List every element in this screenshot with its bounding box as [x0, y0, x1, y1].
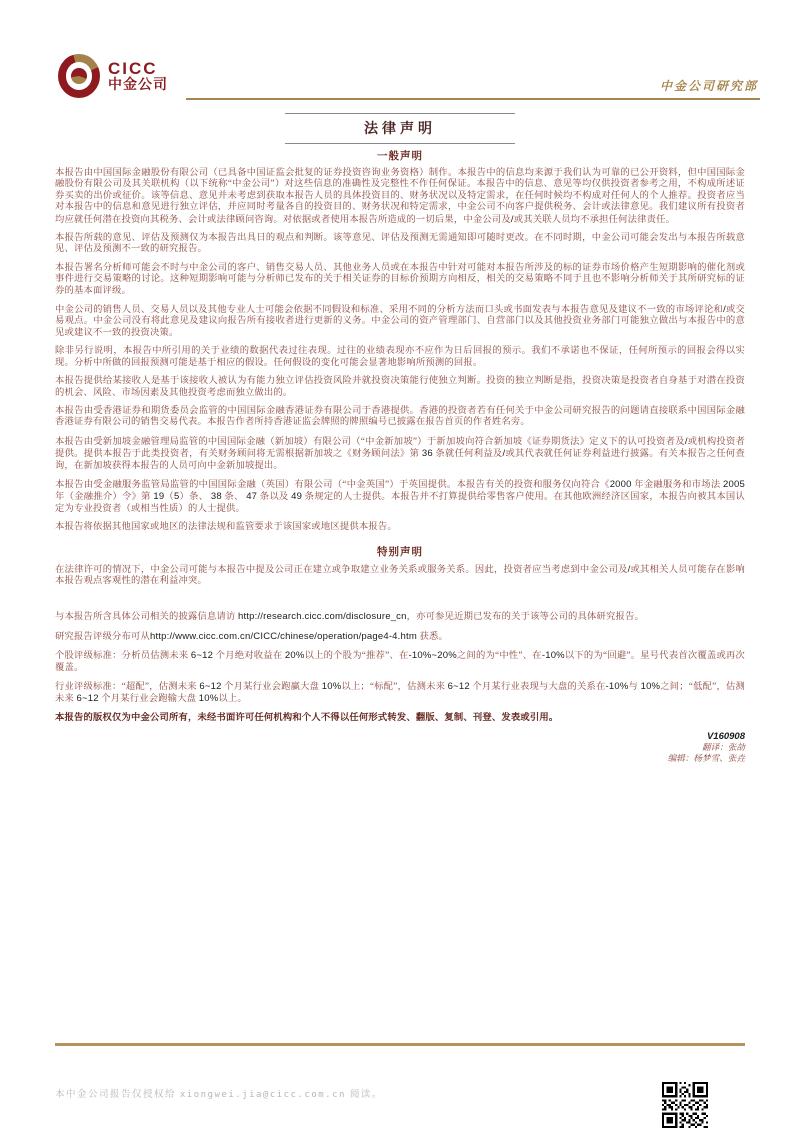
latin-text: /	[723, 304, 726, 316]
url-text[interactable]: http://research.cicc.com/disclosure_cn	[237, 611, 407, 623]
latin-text: 6~12	[199, 681, 222, 692]
paragraph: 行业评级标准：“超配”，估测未来 6~12 个月某行业会跑赢大盘 10%以上；“标配”，估测未来 6~12 个月某行业表现与大盘的关系在-10%与 10%之间；“低配”，估测未来 6~12 个月某行业会跑输大盘 10%以上。	[55, 681, 745, 705]
latin-text: 49	[291, 491, 303, 503]
special-statement-heading: 特别声明	[377, 546, 423, 558]
latin-text: -10%~20%	[408, 650, 457, 662]
notice-prefix: 本中金公司报告仅授权给	[55, 1090, 180, 1100]
paragraph: 除非另行说明，本报告中所引用的关于业绩的数据代表过往表现。过往的业绩表现亦不应作为日后回报的预示。我们不承诺也不保证，任何所预示的回报会得以实现。分析中所做的回报预测可能是基于相应的假设。任何假设的变化可能会显著地影响所预测的回报。	[55, 346, 745, 368]
latin-text: 6~12	[447, 681, 470, 692]
department-label: 中金公司研究部	[659, 79, 758, 93]
latin-text: /	[627, 563, 631, 575]
header-divider	[186, 98, 760, 100]
latin-text: /	[684, 435, 688, 447]
general-statement-heading: 一般声明	[377, 151, 423, 162]
paragraph: 本报告由受金融服务监管局监管的中国国际金融（英国）有限公司（“中金英国”）于英国提供。本报告有关的投资和服务仅向符合《2000 年金融服务和市场法 2005 年（金融推介）令》第 19（5）条、 38 条、 47 条以及 49 条规定的人士提供。本报告并不打算提供给零售客户使用。在其他欧洲经济区国家，本报告向被其本国认定为专业投资者（或相当性质）的人士提供。	[55, 478, 745, 514]
latin-text: 36	[421, 448, 433, 460]
editor-credit: 编辑：杨梦雪、张垚	[667, 753, 745, 764]
cicc-logo-icon	[58, 54, 100, 98]
latin-text: 2000	[609, 478, 632, 490]
paragraph: 本报告将依据其他国家或地区的法律法规和监管要求于该国家或地区提供本报告。	[55, 522, 397, 533]
paragraph: 与本报告所含具体公司相关的披露信息请访 http://research.cicc.com/disclosure_cn，亦可参见近期已发布的关于该等公司的具体研究报告。	[55, 611, 645, 623]
version-code	[55, 731, 745, 742]
latin-text: 2005	[723, 478, 745, 490]
latin-text: -10%	[541, 650, 565, 662]
report-meta	[55, 731, 745, 764]
latin-text: /	[510, 213, 514, 225]
paragraph: 中金公司的销售人员、交易人员以及其他专业人士可能会依据不同假设和标准、采用不同的分析方法而口头或书面发表与本报告意见及建议不一致的市场评论和/或交易观点。中金公司没有将此意见及建议向报告所有接收者进行更新的义务。中金公司的资产管理部门、自营部门以及其他投资业务部门可能独立做出与本报告中的意见或建议不一致的投资决策。	[55, 304, 745, 338]
latin-text: 6~12	[190, 650, 214, 662]
paragraph: 本报告由受香港证券和期货委员会监管的中国国际金融香港证券有限公司于香港提供。香港的投资者若有任何关于中金公司研究报告的问题请直接联系中国国际金融香港证券有限公司的销售交易代表。本报告作者所持香港证监会牌照的牌照编号已披露在报告首页的作者姓名旁。	[55, 405, 745, 428]
paragraph: 本报告所载的意见、评估及预测仅为本报告出具日的观点和判断。该等意见、评估及预测无需通知即可随时更改。在不同时期，中金公司可能会发出与本报告所载意见、评估及预测不一致的研究报告。	[55, 233, 745, 255]
page-title: 法律声明	[364, 122, 436, 137]
paragraph: 本报告由受新加坡金融管理局监管的中国国际金融（新加坡）有限公司（“中金新加坡”）于新加坡向符合新加坡《证券期货法》定义下的认可投资者及/或机构投资者提供。提供本报告于此类投资者，有关财务顾问将无需根据新加坡之《财务顾问法》第 36 条就任何利益及/或其代表就任何证券利益进行披露。有关本报告之任何查询，在新加坡获得本报告的人员可向中金新加坡提出。	[55, 435, 746, 471]
special-statement-section	[55, 564, 745, 725]
paragraph: 本报告的版权仅为中金公司所有，未经书面许可任何机构和个人不得以任何形式转发、翻版、复制、刊登、发表或引用。	[55, 712, 559, 723]
paragraph: 研究报告评级分布可从http://www.cicc.com.cn/CICC/chinese/operation/page4-4.htm 获悉。	[55, 630, 448, 642]
cicc-logo	[58, 54, 760, 98]
latin-text: 5	[173, 491, 180, 503]
title-block	[285, 113, 515, 144]
latin-text: /	[502, 448, 506, 460]
latin-text: 20%	[284, 650, 305, 662]
latin-text: 10%	[321, 681, 342, 692]
latin-text: -10%	[605, 681, 629, 692]
latin-text: V160908	[706, 731, 745, 743]
logo-chinese: 中金公司	[108, 77, 168, 93]
latin-text: 38	[210, 491, 222, 503]
paragraph: 本报告由中国国际金融股份有限公司（已具备中国证监会批复的证券投资咨询业务资格）制作。本报告中的信息均来源于我们认为可靠的已公开资料，但中国国际金融股份有限公司及其关联机构（以下统称“中金公司”）对这些信息的准确性及完整性不作任何保证。本报告中的信息、意见等均仅供投资者参考之用，不构成所述证券买卖的出价或征价。该等信息、意见并未考虑到获取本报告人员的具体投资目的、财务状况以及特定需求，在任何时候均不构成对任何人的个人推荐。投资者应当对本报告中的信息和意见进行独立评估，并应同时考量各自的投资目的、财务状况和特定需求，中金公司不向客户提供税务、会计或法律意见。我们建议所有投资者均应就任何潜在投资向其税务、会计或法律顾问咨询。对依据或者使用本报告所造成的一切后果，中金公司及/或其关联人员均不承担任何法律责任。	[55, 168, 745, 225]
translator-credit: 翻译：张劼	[702, 742, 745, 753]
latin-text: 19	[153, 491, 165, 503]
authorization-notice	[55, 1086, 383, 1100]
paragraph: 在法律许可的情况下，中金公司可能与本报告中提及公司正在建立或争取建立业务关系或服务关系。因此，投资者应当考虑到中金公司及/或其相关人员可能存在影响本报告观点客观性的潜在利益冲突。	[55, 563, 745, 586]
url-text[interactable]: http://www.cicc.com.cn/CICC/chinese/operation/page4-4.htm	[149, 630, 417, 642]
page-header	[58, 54, 760, 102]
document-body	[55, 148, 745, 764]
latin-text: 10%	[640, 681, 661, 692]
authorized-email: xiongwei.jia@cicc.com.cn	[179, 1090, 346, 1100]
latin-text: 10%	[198, 693, 219, 705]
latin-text: 6~12	[76, 693, 99, 705]
paragraph: 个股评级标准：分析员估测未来 6~12 个月绝对收益在 20%以上的个股为“推荐”、在-10%~20%之间的为“中性”、在-10%以下的为“回避”。星号代表首次覆盖或再次覆盖。	[55, 650, 745, 673]
qr-code-icon	[662, 1082, 708, 1128]
cicc-logo-text	[108, 60, 168, 93]
general-statement-section	[55, 168, 745, 534]
logo-latin: CICC	[108, 58, 158, 78]
paragraph: 本报告署名分析师可能会不时与中金公司的客户、销售交易人员、其他业务人员或在本报告中针对可能对本报告所涉及的标的证券市场价格产生短期影响的催化剂或事件进行交易策略的讨论。这种短期影响可能与分析师已发布的关于相关证券的目标价预期方向相反，相关的交易策略不同于且也不影响分析师关于其所研究标的证券的基本面评级。	[55, 262, 745, 296]
footer-divider	[55, 1043, 745, 1046]
notice-suffix: 阅读。	[345, 1090, 383, 1100]
paragraph: 本报告提供给某接收人是基于该接收人被认为有能力独立评估投资风险并就投资决策能行使独立判断。投资的独立判断是指，投资决策是投资者自身基于对潜在投资的机会、风险、市场因素及其他投资考虑而独立做出的。	[55, 376, 745, 398]
latin-text: 47	[246, 491, 258, 503]
